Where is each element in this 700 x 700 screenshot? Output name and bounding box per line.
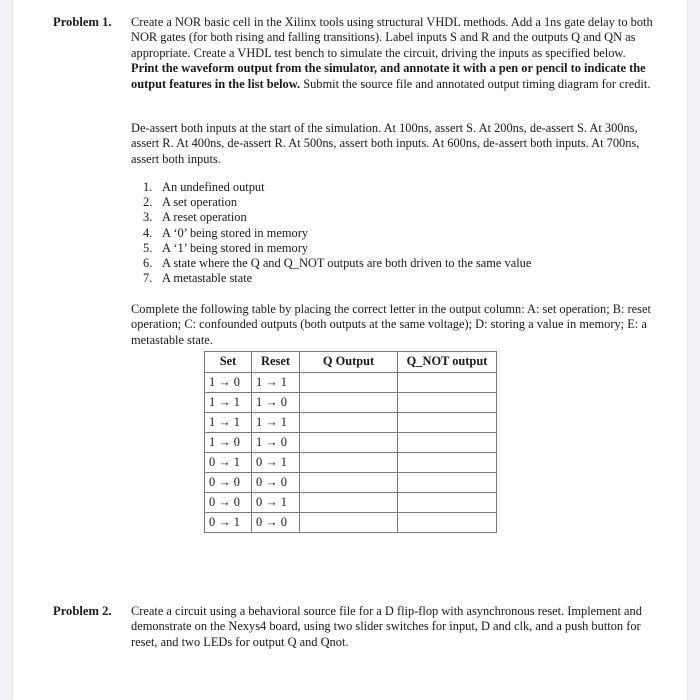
list-item: 3. A reset operation bbox=[143, 210, 247, 225]
list-item: 5. A ‘1’ being stored in memory bbox=[143, 240, 309, 255]
reset-cell: 0 → 0 bbox=[252, 513, 300, 533]
intro-bold-instruction: Print the waveform output from the simulator, and annotate it with a pen or pencil to indicate the output features in the list below. bbox=[131, 61, 646, 91]
q-not-output-cell[interactable] bbox=[398, 393, 497, 413]
list-item: 4. A ‘0’ being stored in memory bbox=[143, 225, 309, 240]
schedule-paragraph: De-assert both inputs at the start of the simulation. At 100ns, assert S. At 200ns, de-assert S. At 300ns, assert R. At 400ns, de-assert R. At 500ns, assert both inputs. At 600ns, de-assert both inputs. At 700ns, assert both inputs. bbox=[131, 121, 640, 166]
problem-2-label: Problem 2. bbox=[53, 604, 112, 618]
reset-cell: 1 → 1 bbox=[252, 413, 300, 433]
table-row bbox=[205, 373, 497, 393]
table-row bbox=[205, 393, 497, 413]
problem-1-intro-paragraph bbox=[131, 15, 656, 92]
q-output-cell[interactable] bbox=[300, 413, 398, 433]
table-header-row bbox=[205, 352, 497, 373]
output-features-list bbox=[143, 180, 531, 286]
q-not-output-cell[interactable] bbox=[398, 373, 497, 393]
q-not-output-cell[interactable] bbox=[398, 433, 497, 453]
q-not-output-cell[interactable] bbox=[398, 513, 497, 533]
q-output-cell[interactable] bbox=[300, 513, 398, 533]
q-not-output-cell[interactable] bbox=[398, 413, 497, 433]
set-cell: 1 → 0 bbox=[205, 373, 252, 393]
q-output-cell[interactable] bbox=[300, 493, 398, 513]
simulation-schedule bbox=[131, 121, 656, 167]
set-cell: 0 → 0 bbox=[205, 473, 252, 493]
problem-1-intro bbox=[131, 15, 656, 92]
table-instructions bbox=[131, 302, 656, 348]
intro-text-2: Submit the source file and annotated output timing diagram for credit. bbox=[300, 76, 651, 91]
document-page bbox=[13, 0, 687, 700]
table-row bbox=[205, 453, 497, 473]
header-q-output: Q Output bbox=[300, 352, 398, 373]
q-output-cell[interactable] bbox=[300, 433, 398, 453]
q-not-output-cell[interactable] bbox=[398, 473, 497, 493]
table-row bbox=[205, 493, 497, 513]
reset-cell: 1 → 0 bbox=[252, 393, 300, 413]
q-output-cell[interactable] bbox=[300, 393, 398, 413]
list-item: 1. An undefined output bbox=[143, 180, 265, 194]
list-item: 2. A set operation bbox=[143, 195, 238, 210]
reset-cell: 0 → 1 bbox=[252, 453, 300, 473]
reset-cell: 1 → 1 bbox=[252, 373, 300, 393]
header-set: Set bbox=[205, 352, 252, 373]
table-row bbox=[205, 413, 497, 433]
set-cell: 0 → 1 bbox=[205, 513, 252, 533]
q-output-cell[interactable] bbox=[300, 473, 398, 493]
list-item: 7. A metastable state bbox=[143, 271, 253, 286]
set-cell: 1 → 0 bbox=[205, 433, 252, 453]
header-reset: Reset bbox=[252, 352, 300, 373]
reset-cell: 0 → 0 bbox=[252, 473, 300, 493]
list-item: 6. A state where the Q and Q_NOT outputs are both driven to the same value bbox=[143, 256, 532, 271]
table-instructions-paragraph: Complete the following table by placing the correct letter in the output column: A: set operation; B: reset operation; C: confounded outputs (both outputs at the same voltage); D: storing a value in memory; E: a metastable state. bbox=[131, 302, 651, 347]
problem-2-body bbox=[131, 604, 656, 650]
intro-text-1: Create a NOR basic cell in the Xilinx tools using structural VHDL methods. Add a 1ns gate delay to both NOR gates (for both rising and falling transitions). Label inputs S and R and the outputs Q and QN as appropriate. Create a VHDL test bench to simulate the circuit, driving the inputs as specified below. bbox=[131, 15, 653, 60]
q-output-cell[interactable] bbox=[300, 373, 398, 393]
set-cell: 0 → 1 bbox=[205, 453, 252, 473]
set-cell: 1 → 1 bbox=[205, 393, 252, 413]
set-cell: 1 → 1 bbox=[205, 413, 252, 433]
table-row bbox=[205, 513, 497, 533]
problem-2-paragraph: Create a circuit using a behavioral source file for a D flip-flop with asynchronous reset. Implement and demonstrate on the Nexys4 board, using two slider switches for input, D and clk, and a push button for reset, and two LEDs for output Q and Qnot. bbox=[131, 604, 642, 649]
problem-1-label: Problem 1. bbox=[53, 15, 112, 29]
q-output-cell[interactable] bbox=[300, 453, 398, 473]
q-not-output-cell[interactable] bbox=[398, 493, 497, 513]
reset-cell: 1 → 0 bbox=[252, 433, 300, 453]
sr-truth-table bbox=[204, 351, 497, 533]
table-row bbox=[205, 473, 497, 493]
reset-cell: 0 → 1 bbox=[252, 493, 300, 513]
set-cell: 0 → 0 bbox=[205, 493, 252, 513]
table-row bbox=[205, 433, 497, 453]
q-not-output-cell[interactable] bbox=[398, 453, 497, 473]
header-q-not-output: Q_NOT output bbox=[398, 352, 497, 373]
